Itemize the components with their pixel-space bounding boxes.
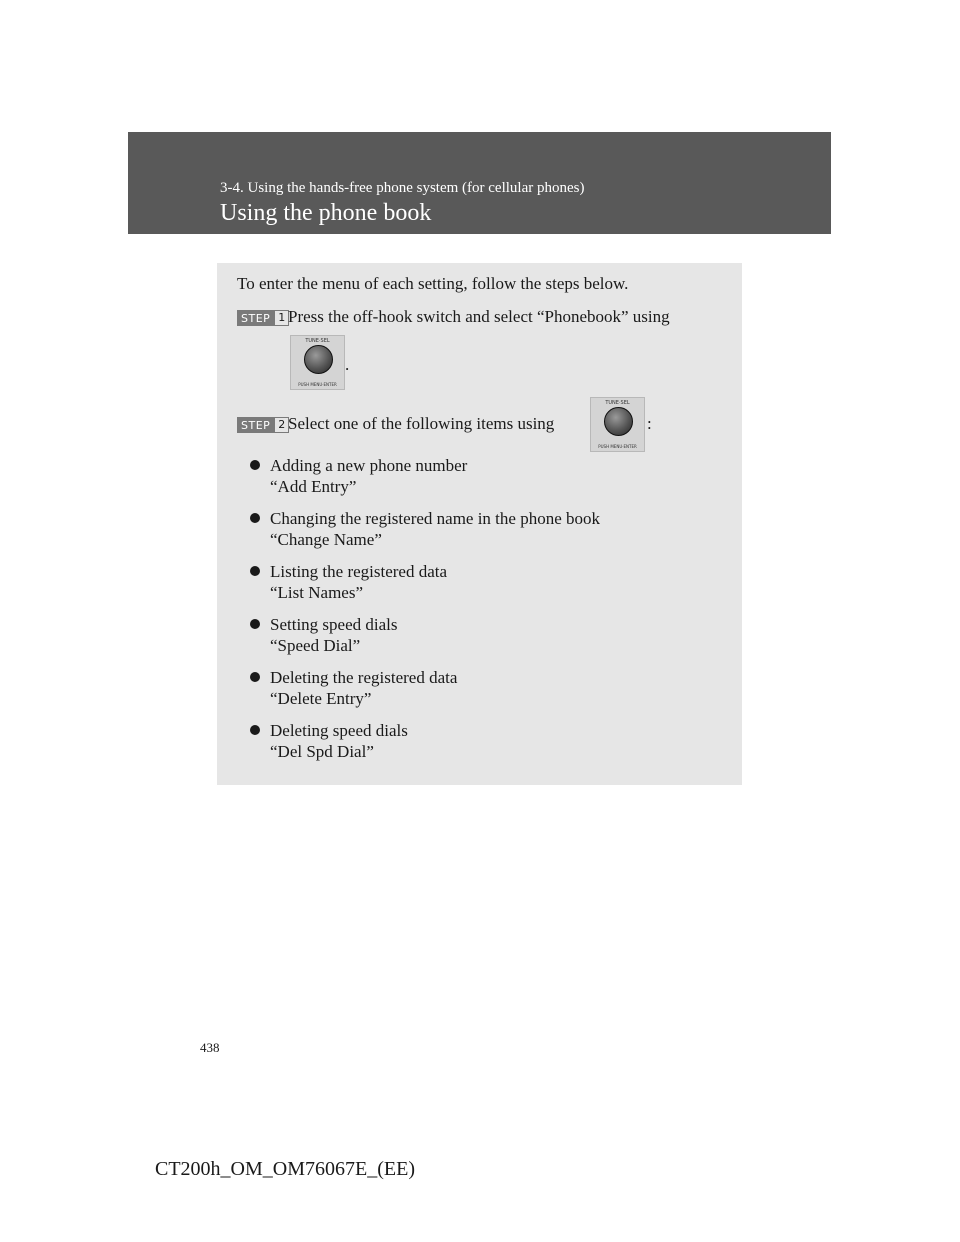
step-2-text: Select one of the following items using <box>288 414 555 433</box>
item-description: Setting speed dials <box>270 615 398 634</box>
section-label: 3-4. Using the hands-free phone system (for cellular phones) <box>220 180 585 196</box>
tune-sel-knob-icon <box>290 335 345 390</box>
list-item <box>250 455 467 497</box>
step-number: 2 <box>274 417 289 433</box>
list-item <box>250 720 408 762</box>
knob-top-label: TUNE·SEL <box>305 338 330 344</box>
instruction-panel <box>217 263 742 785</box>
item-command: “Del Spd Dial” <box>270 742 374 761</box>
bullet-icon <box>250 725 260 735</box>
step-1-suffix: . <box>345 355 350 374</box>
item-description: Changing the registered name in the phone book <box>270 509 600 528</box>
bullet-icon <box>250 566 260 576</box>
step-1-text: Press the off-hook switch and select “Phonebook” using <box>288 307 670 326</box>
list-item <box>250 667 457 709</box>
footer-document-code: CT200h_OM_OM76067E_(EE) <box>155 1158 415 1180</box>
bullet-icon <box>250 672 260 682</box>
step-number: 1 <box>274 310 289 326</box>
item-description: Deleting the registered data <box>270 668 458 687</box>
knob-dial <box>304 345 333 374</box>
list-item <box>250 561 447 603</box>
step-2-suffix: : <box>647 414 652 433</box>
step-word: STEP <box>241 418 271 432</box>
knob-bottom-label: PUSH MENU·ENTER <box>298 382 337 387</box>
bullet-icon <box>250 460 260 470</box>
item-command: “Change Name” <box>270 530 382 549</box>
page-number: 438 <box>200 1040 220 1055</box>
item-description: Adding a new phone number <box>270 456 468 475</box>
knob-bottom-label: PUSH MENU·ENTER <box>598 444 637 449</box>
item-command: “Delete Entry” <box>270 689 372 708</box>
item-description: Listing the registered data <box>270 562 448 581</box>
page-title: Using the phone book <box>220 200 432 226</box>
item-description: Deleting speed dials <box>270 721 408 740</box>
step-1-badge <box>237 310 289 326</box>
bullet-icon <box>250 619 260 629</box>
bullet-icon <box>250 513 260 523</box>
section-header <box>128 132 831 234</box>
tune-sel-knob-icon <box>590 397 645 452</box>
item-command: “Speed Dial” <box>270 636 361 655</box>
step-word: STEP <box>241 311 271 325</box>
list-item <box>250 508 600 550</box>
item-command: “List Names” <box>270 583 363 602</box>
knob-dial <box>604 407 633 436</box>
list-item <box>250 614 397 656</box>
knob-top-label: TUNE·SEL <box>605 400 630 406</box>
item-command: “Add Entry” <box>270 477 357 496</box>
step-2-badge <box>237 417 289 433</box>
intro-text: To enter the menu of each setting, follow the steps below. <box>237 274 629 293</box>
